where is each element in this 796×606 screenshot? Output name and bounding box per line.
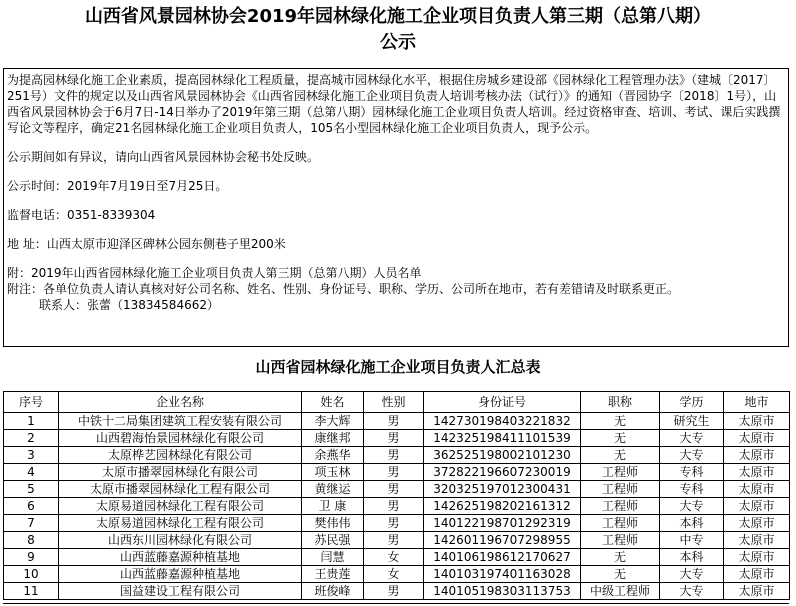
cell-name: 康继邦 [302,430,364,447]
cell-name: 项玉林 [302,464,364,481]
cell-education: 大专 [660,430,724,447]
objection-text: 公示期间如有异议，请向山西省风景园林协会秘书处反映。 [7,150,320,164]
cell-company: 太原易道园林绿化工程有限公司 [59,498,302,515]
col-header-company: 企业名称 [59,392,302,413]
table-header-row [4,392,790,413]
col-header-education: 学历 [660,392,724,413]
cell-title: 工程师 [581,464,660,481]
cell-index: 3 [4,447,59,464]
cell-title: 工程师 [581,498,660,515]
cell-index: 10 [4,566,59,583]
cell-company: 山西蓝藤嘉源种植基地 [59,549,302,566]
table-row [4,447,790,464]
cell-company: 太原易道园林绿化工程有限公司 [59,515,302,532]
cell-education: 研究生 [660,413,724,430]
cell-city: 太原市 [724,413,790,430]
cell-education: 专科 [660,464,724,481]
cell-id-number: 142625198202161312 [424,498,581,515]
col-header-index: 序号 [4,392,59,413]
cell-id-number: 372822196607230019 [424,464,581,481]
table-row [4,430,790,447]
cell-city: 太原市 [724,515,790,532]
cell-title: 工程师 [581,515,660,532]
cell-id-number: 142325198411101539 [424,430,581,447]
cell-gender: 男 [364,430,424,447]
cell-name: 班俊峰 [302,583,364,600]
notice-period: 公示时间：2019年7月19日至7月25日。 [7,179,228,193]
table-row [4,515,790,532]
cell-city: 太原市 [724,430,790,447]
cell-title: 无 [581,549,660,566]
contact-text: 联系人：张蕾（13834584662） [39,298,219,312]
cell-name: 黄继运 [302,481,364,498]
cell-index: 7 [4,515,59,532]
cell-id-number: 140103197401163028 [424,566,581,583]
cell-index: 5 [4,481,59,498]
cell-education: 专科 [660,481,724,498]
cell-gender: 男 [364,532,424,549]
cell-index: 2 [4,430,59,447]
table-title: 山西省园林绿化施工企业项目负责人汇总表 [255,358,541,376]
cell-title: 无 [581,566,660,583]
cell-education: 本科 [660,515,724,532]
cell-gender: 男 [364,413,424,430]
cell-city: 太原市 [724,481,790,498]
cell-education: 本科 [660,549,724,566]
remark-text: 附注：各单位负责人请认真核对好公司名称、姓名、性别、身份证号、职称、学历、公司所在地市，若有差错请及时联系更正。 [7,282,680,296]
cell-index: 8 [4,532,59,549]
cell-title: 无 [581,447,660,464]
cell-city: 太原市 [724,549,790,566]
cell-title: 工程师 [581,481,660,498]
col-header-id-number: 身份证号 [424,392,581,413]
cell-company: 山西蓝藤嘉源种植基地 [59,566,302,583]
cell-city: 太原市 [724,498,790,515]
cell-gender: 女 [364,566,424,583]
cell-id-number: 362525198002101230 [424,447,581,464]
cell-company: 中铁十二局集团建筑工程安装有限公司 [59,413,302,430]
table-row [4,413,790,430]
bottom-border [3,603,789,604]
cell-company: 山西碧海怡景园林绿化有限公司 [59,430,302,447]
cell-gender: 男 [364,498,424,515]
cell-gender: 男 [364,583,424,600]
cell-name: 苏民强 [302,532,364,549]
table-row [4,464,790,481]
address-text: 地 址：山西太原市迎泽区碑林公园东侧巷子里200米 [7,237,286,251]
cell-education: 大专 [660,498,724,515]
cell-company: 太原市播翠园林绿化有限公司 [59,464,302,481]
cell-education: 大专 [660,583,724,600]
table-row [4,566,790,583]
notice-box [3,68,789,347]
cell-name: 余燕华 [302,447,364,464]
cell-id-number: 142730198403221832 [424,413,581,430]
cell-id-number: 320325197012300431 [424,481,581,498]
summary-table [3,391,790,600]
cell-city: 太原市 [724,464,790,481]
cell-id-number: 140106198612170627 [424,549,581,566]
cell-index: 9 [4,549,59,566]
cell-name: 李大辉 [302,413,364,430]
col-header-city: 地市 [724,392,790,413]
cell-education: 大专 [660,447,724,464]
cell-city: 太原市 [724,583,790,600]
title-line-1: 山西省风景园林协会2019年园林绿化施工企业项目负责人第三期（总第八期） [84,6,712,27]
cell-city: 太原市 [724,566,790,583]
table-row [4,532,790,549]
supervision-phone: 监督电话：0351-8339304 [7,208,156,222]
cell-name: 樊伟伟 [302,515,364,532]
cell-index: 1 [4,413,59,430]
cell-gender: 男 [364,481,424,498]
cell-index: 6 [4,498,59,515]
cell-education: 大专 [660,566,724,583]
cell-company: 国益建设工程有限公司 [59,583,302,600]
col-header-gender: 性别 [364,392,424,413]
notice-paragraph: 为提高园林绿化施工企业素质，提高园林绿化工程质量，提高城市园林绿化水平，根据住房城乡建设部《园林绿化工程管理办法》（建城〔2017〕251号）文件的规定以及山西省风景园林协会《山西省园林绿化施工企业项目负责人培训考核办法（试行）》的通知（晋园协字〔2018〕1号），山西省风景园林协会于6月7日-14日举办了2019年第三期（总第八期）园林绿化施工企业项目负责人培训。经过资格审查、培训、考试、课后实践撰写论文等程序，确定21名园林绿化施工企业项目负责人，105名小型园林绿化施工企业项目负责人，现予公示。 [7,73,781,135]
table-row [4,549,790,566]
title-line-2: 公示 [380,32,416,53]
col-header-title: 职称 [581,392,660,413]
col-header-name: 姓名 [302,392,364,413]
cell-id-number: 140105198303113753 [424,583,581,600]
cell-title: 工程师 [581,532,660,549]
table-row [4,498,790,515]
cell-gender: 男 [364,515,424,532]
cell-index: 11 [4,583,59,600]
cell-id-number: 140122198701292319 [424,515,581,532]
cell-index: 4 [4,464,59,481]
cell-title: 无 [581,413,660,430]
cell-title: 中级工程师 [581,583,660,600]
cell-name: 王贵莲 [302,566,364,583]
cell-city: 太原市 [724,447,790,464]
cell-name: 卫 康 [302,498,364,515]
cell-company: 山西东川园林绿化有限公司 [59,532,302,549]
cell-education: 中专 [660,532,724,549]
page-title [0,4,796,56]
table-row [4,481,790,498]
cell-gender: 男 [364,447,424,464]
table-row [4,583,790,600]
cell-name: 闫慧 [302,549,364,566]
cell-gender: 女 [364,549,424,566]
cell-id-number: 142601196707298955 [424,532,581,549]
cell-company: 太原桦艺园林绿化有限公司 [59,447,302,464]
cell-city: 太原市 [724,532,790,549]
cell-company: 太原市播翠园林绿化工程有限公司 [59,481,302,498]
cell-gender: 男 [364,464,424,481]
cell-title: 无 [581,430,660,447]
attachment-text: 附：2019年山西省园林绿化施工企业项目负责人第三期（总第八期）人员名单 [7,266,422,280]
